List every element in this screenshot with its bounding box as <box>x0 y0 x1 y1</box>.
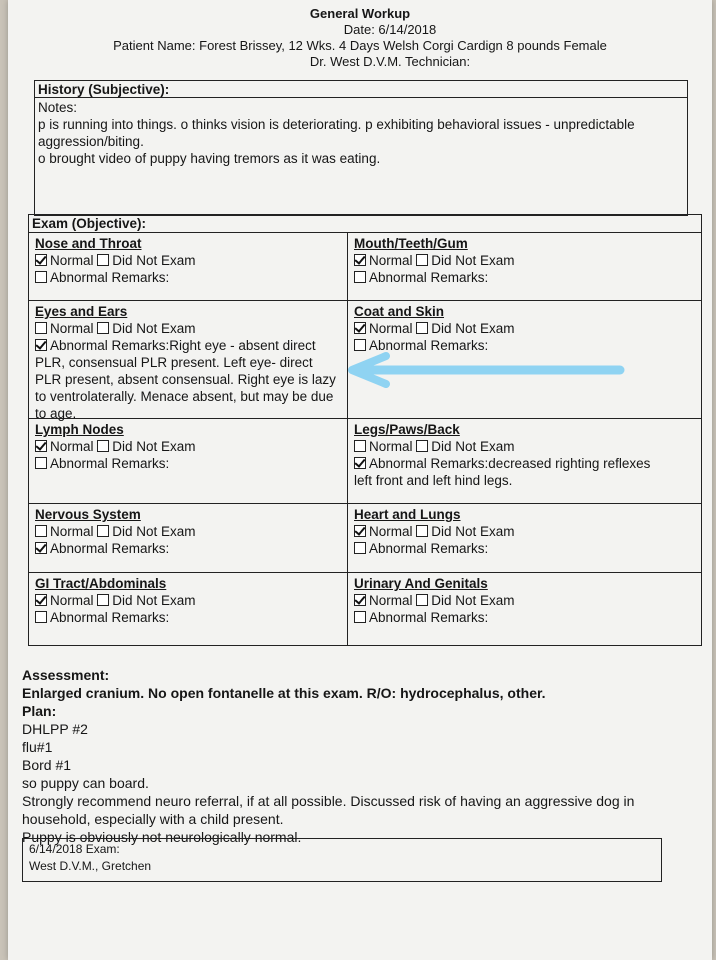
signature-names: West D.V.M., Gretchen <box>29 859 152 873</box>
abnormal-label: Abnormal Remarks: <box>50 338 170 353</box>
normal-label: Normal <box>50 593 94 608</box>
section-title: Heart and Lungs <box>354 507 461 522</box>
did-not-exam-label: Did Not Exam <box>112 439 196 454</box>
plan-label: Plan: <box>22 703 57 719</box>
patient-line: Patient Name: Forest Brissey, 12 Wks. 4 Days Welsh Corgi Cardign 8 pounds Female <box>113 38 607 53</box>
exam-section-urinary-and-genitals <box>351 575 661 627</box>
normal-checkbox[interactable] <box>354 254 366 266</box>
history-title: History (Subjective): <box>38 82 170 97</box>
history-box <box>34 80 688 216</box>
plan-line: Bord #1 <box>22 757 72 773</box>
abnormal-checkbox[interactable] <box>354 457 366 469</box>
abnormal-label: Abnormal Remarks: <box>369 270 489 285</box>
section-title: Legs/Paws/Back <box>354 422 460 437</box>
date-line: Date: 6/14/2018 <box>343 22 437 37</box>
normal-label: Normal <box>50 321 94 336</box>
exam-section-gi-tract-abdominals <box>32 575 342 627</box>
section-title: Nose and Throat <box>35 236 142 251</box>
form-title: General Workup <box>309 6 411 21</box>
section-title: Nervous System <box>35 507 141 522</box>
did-not-exam-label: Did Not Exam <box>112 524 196 539</box>
abnormal-label: Abnormal Remarks: <box>50 456 170 471</box>
abnormal-checkbox[interactable] <box>35 339 47 351</box>
history-note-line: aggression/biting. <box>38 134 144 149</box>
assessment-text: Enlarged cranium. No open fontanelle at this exam. R/O: hydrocephalus, other. <box>22 685 546 701</box>
abnormal-checkbox[interactable] <box>35 611 47 623</box>
normal-label: Normal <box>369 253 413 268</box>
did-not-exam-checkbox[interactable] <box>97 322 109 334</box>
section-title: Urinary And Genitals <box>354 576 488 591</box>
doctor-line: Dr. West D.V.M. Technician: <box>309 54 471 69</box>
abnormal-label: Abnormal Remarks: <box>50 541 170 556</box>
did-not-exam-label: Did Not Exam <box>112 253 196 268</box>
history-note-line: p is running into things. o thinks vision is deteriorating. p exhibiting behavioral issues - unpredictable <box>38 117 635 132</box>
history-note-line: o brought video of puppy having tremors as it was eating. <box>38 151 381 166</box>
exam-section-legs-paws-back <box>351 421 661 490</box>
exam-section-nervous-system <box>32 506 342 558</box>
did-not-exam-label: Did Not Exam <box>112 593 196 608</box>
did-not-exam-checkbox[interactable] <box>97 440 109 452</box>
normal-checkbox[interactable] <box>35 440 47 452</box>
abnormal-checkbox[interactable] <box>354 611 366 623</box>
plan-line: Puppy is obviously not neurologically normal. <box>22 829 302 845</box>
exam-section-coat-and-skin <box>351 303 661 355</box>
plan-line: Strongly recommend neuro referral, if at all possible. Discussed risk of having an aggressive dog in <box>22 793 635 809</box>
normal-checkbox[interactable] <box>354 322 366 334</box>
did-not-exam-checkbox[interactable] <box>416 322 428 334</box>
section-title: Lymph Nodes <box>35 422 124 437</box>
abnormal-checkbox[interactable] <box>35 271 47 283</box>
exam-grid <box>28 214 702 646</box>
did-not-exam-label: Did Not Exam <box>112 321 196 336</box>
normal-checkbox[interactable] <box>354 525 366 537</box>
abnormal-checkbox[interactable] <box>354 542 366 554</box>
normal-label: Normal <box>50 524 94 539</box>
normal-label: Normal <box>369 321 413 336</box>
exam-section-lymph-nodes <box>32 421 342 473</box>
did-not-exam-checkbox[interactable] <box>97 254 109 266</box>
did-not-exam-label: Did Not Exam <box>431 524 515 539</box>
abnormal-remarks-text: Right eye - absent direct PLR, consensual PLR present. Left eye- direct PLR present, absent consensual. Right eye is lazy to ventrolaterally. Menace absent, but may be due to age. <box>35 338 336 421</box>
exam-section-mouth-teeth-gum <box>351 235 661 287</box>
signature-box <box>22 838 662 882</box>
normal-label: Normal <box>369 593 413 608</box>
normal-checkbox[interactable] <box>35 322 47 334</box>
did-not-exam-checkbox[interactable] <box>416 440 428 452</box>
exam-section-eyes-and-ears <box>32 303 342 423</box>
did-not-exam-label: Did Not Exam <box>431 253 515 268</box>
did-not-exam-label: Did Not Exam <box>431 439 515 454</box>
form-header <box>8 6 712 70</box>
section-title: GI Tract/Abdominals <box>35 576 167 591</box>
did-not-exam-checkbox[interactable] <box>97 594 109 606</box>
plan-line: so puppy can board. <box>22 775 149 791</box>
abnormal-label: Abnormal Remarks: <box>50 270 170 285</box>
did-not-exam-label: Did Not Exam <box>431 321 515 336</box>
abnormal-checkbox[interactable] <box>354 339 366 351</box>
abnormal-checkbox[interactable] <box>354 271 366 283</box>
normal-label: Normal <box>50 439 94 454</box>
section-title: Coat and Skin <box>354 304 445 319</box>
notes-label: Notes: <box>38 100 78 115</box>
did-not-exam-checkbox[interactable] <box>416 594 428 606</box>
exam-title: Exam (Objective): <box>32 216 147 231</box>
normal-checkbox[interactable] <box>35 525 47 537</box>
exam-section-heart-and-lungs <box>351 506 661 558</box>
normal-label: Normal <box>369 439 413 454</box>
abnormal-label: Abnormal Remarks: <box>369 541 489 556</box>
plan-line: household, especially with a child present. <box>22 811 284 827</box>
blue-arrow-annotation <box>338 352 628 388</box>
plan-line: DHLPP #2 <box>22 721 88 737</box>
normal-label: Normal <box>50 253 94 268</box>
did-not-exam-checkbox[interactable] <box>416 525 428 537</box>
did-not-exam-checkbox[interactable] <box>416 254 428 266</box>
section-title: Eyes and Ears <box>35 304 128 319</box>
normal-checkbox[interactable] <box>354 594 366 606</box>
abnormal-checkbox[interactable] <box>35 542 47 554</box>
section-title: Mouth/Teeth/Gum <box>354 236 468 251</box>
assessment-plan <box>22 666 702 846</box>
abnormal-remarks-text: decreased righting reflexes left front and left hind legs. <box>354 456 651 488</box>
assessment-label: Assessment: <box>22 667 110 683</box>
did-not-exam-checkbox[interactable] <box>97 525 109 537</box>
plan-line: flu#1 <box>22 739 53 755</box>
abnormal-checkbox[interactable] <box>35 457 47 469</box>
signature-date: 6/14/2018 Exam: <box>29 842 120 856</box>
exam-section-nose-and-throat <box>32 235 342 287</box>
normal-checkbox[interactable] <box>354 440 366 452</box>
abnormal-label: Abnormal Remarks: <box>369 456 489 471</box>
normal-checkbox[interactable] <box>35 254 47 266</box>
did-not-exam-label: Did Not Exam <box>431 593 515 608</box>
exam-form-page <box>8 0 712 960</box>
abnormal-label: Abnormal Remarks: <box>369 610 489 625</box>
abnormal-label: Abnormal Remarks: <box>369 338 489 353</box>
normal-checkbox[interactable] <box>35 594 47 606</box>
abnormal-label: Abnormal Remarks: <box>50 610 170 625</box>
normal-label: Normal <box>369 524 413 539</box>
